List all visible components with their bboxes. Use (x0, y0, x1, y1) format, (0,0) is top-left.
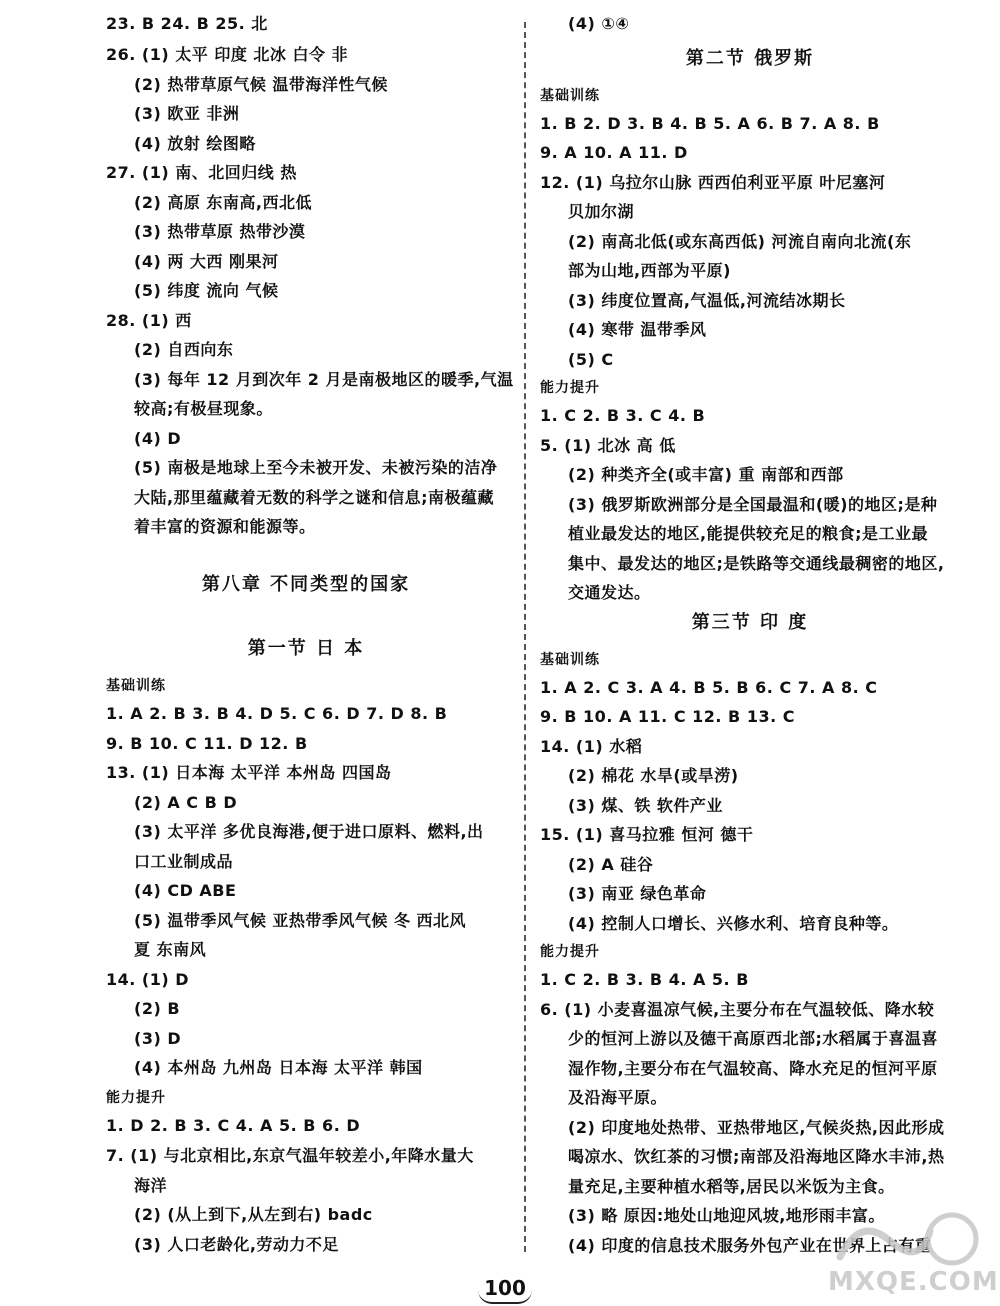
answer-line: (3) 煤、铁 软件产业 (568, 796, 723, 815)
subsection-heading: 基础训练 (540, 88, 600, 104)
answer-line: (2) 种类齐全(或丰富) 重 南部和西部 (568, 465, 844, 484)
answer-line: 贝加尔湖 (568, 202, 635, 221)
answer-line: 部为山地,西部为平原) (568, 261, 731, 280)
column-divider (524, 22, 526, 1252)
answer-line: 湿作物,主要分布在气温较高、降水充足的恒河平原 (568, 1059, 938, 1078)
answer-line: (2) 自西向东 (134, 340, 234, 359)
answer-line: (5) 南极是地球上至今未被开发、未被污染的洁净 (134, 458, 498, 477)
answer-line: 23. B 24. B 25. 北 (106, 14, 268, 33)
answer-line: 13. (1) 日本海 太平洋 本州岛 四国岛 (106, 763, 392, 782)
watermark-site: MXQE.COM (828, 1267, 999, 1297)
answer-line: 12. (1) 乌拉尔山脉 西西伯利亚平原 叶尼塞河 (540, 173, 886, 192)
section-heading: 第三节 印 度 (691, 612, 809, 633)
section-heading: 第一节 日 本 (247, 638, 365, 659)
answer-line: 6. (1) 小麦喜温凉气候,主要分布在气温较低、降水较 (540, 1000, 935, 1019)
answer-line: 较高;有极昼现象。 (134, 399, 273, 418)
answer-line: 1. C 2. B 3. B 4. A 5. B (540, 970, 749, 989)
answer-line: (4) 放射 绘图略 (134, 134, 256, 153)
answer-line: (2) A 硅谷 (568, 855, 654, 874)
answer-line: (3) 略 原因:地处山地迎风坡,地形雨丰富。 (568, 1206, 885, 1225)
answer-line: (2) 棉花 水旱(或旱涝) (568, 766, 739, 785)
answer-line: 14. (1) 水稻 (540, 737, 643, 756)
answer-line: 着丰富的资源和能源等。 (134, 517, 316, 536)
subsection-heading: 能力提升 (106, 1090, 166, 1106)
answer-line: 1. C 2. B 3. C 4. B (540, 406, 706, 425)
answer-line: (2) 南高北低(或东高西低) 河流自南向北流(东 (568, 232, 912, 251)
answer-line: 26. (1) 太平 印度 北冰 白令 非 (106, 45, 349, 64)
answer-line: 量充足,主要种植水稻等,居民以米饭为主食。 (568, 1177, 895, 1196)
answer-line: 9. B 10. C 11. D 12. B (106, 734, 308, 753)
answer-line: (2) 高原 东南高,西北低 (134, 193, 312, 212)
answer-line: (3) 欧亚 非洲 (134, 104, 240, 123)
answer-line: 喝凉水、饮红茶的习惯;南部及沿海地区降水丰沛,热 (568, 1147, 945, 1166)
answer-line: 27. (1) 南、北回归线 热 (106, 163, 297, 182)
answer-line: (4) 寒带 温带季风 (568, 320, 707, 339)
answer-line: (2) (从上到下,从左到右) badc (134, 1205, 373, 1224)
answer-line: (5) 温带季风气候 亚热带季风气候 冬 西北风 (134, 911, 467, 930)
answer-line: (4) CD ABE (134, 881, 237, 900)
subsection-heading: 能力提升 (540, 380, 600, 396)
answer-line: (4) 印度的信息技术服务外包产业在世界上占有重 (568, 1236, 932, 1255)
answer-line: 9. B 10. A 11. C 12. B 13. C (540, 707, 795, 726)
answer-line: 夏 东南风 (134, 940, 207, 959)
answer-line: (4) 两 大西 刚果河 (134, 252, 279, 271)
subsection-heading: 基础训练 (106, 678, 166, 694)
answer-line: (2) 热带草原气候 温带海洋性气候 (134, 75, 388, 94)
section-heading: 第八章 不同类型的国家 (201, 574, 411, 595)
answer-line: (4) D (134, 429, 182, 448)
page-number: 100 (478, 1274, 532, 1304)
answer-line: 口工业制成品 (134, 852, 234, 871)
answer-line: 7. (1) 与北京相比,东京气温年较差小,年降水量大 (106, 1146, 474, 1165)
answer-line: 1. D 2. B 3. C 4. A 5. B 6. D (106, 1116, 361, 1135)
answer-line: (3) 太平洋 多优良海港,便于进口原料、燃料,出 (134, 822, 484, 841)
answer-line: 大陆,那里蕴藏着无数的科学之谜和信息;南极蕴藏 (134, 488, 494, 507)
answer-line: 5. (1) 北冰 高 低 (540, 436, 676, 455)
answer-line: 28. (1) 西 (106, 311, 192, 330)
answer-line: 9. A 10. A 11. D (540, 143, 688, 162)
answer-line: 1. B 2. D 3. B 4. B 5. A 6. B 7. A 8. B (540, 114, 880, 133)
answer-line: (4) 控制人口增长、兴修水利、培育良种等。 (568, 914, 899, 933)
answer-line: 植业最发达的地区,能提供较充足的粮食;是工业最 (568, 524, 928, 543)
answer-line: 集中、最发达的地区;是铁路等交通线最稠密的地区, (568, 554, 945, 573)
answer-line: (3) 南亚 绿色革命 (568, 884, 707, 903)
section-heading: 第二节 俄罗斯 (685, 48, 815, 69)
subsection-heading: 基础训练 (540, 652, 600, 668)
answer-line: (3) 纬度位置高,气温低,河流结冰期长 (568, 291, 846, 310)
answer-line: 1. A 2. C 3. A 4. B 5. B 6. C 7. A 8. C (540, 678, 878, 697)
watermark-logo (820, 1205, 999, 1300)
answer-line: (4) ①④ (568, 14, 630, 33)
answer-line: (3) D (134, 1029, 182, 1048)
answer-line: (5) 纬度 流向 气候 (134, 281, 279, 300)
answer-line: (3) 每年 12 月到次年 2 月是南极地区的暖季,气温 (134, 370, 514, 389)
watermark-mark-icon (830, 1211, 980, 1267)
subsection-heading: 能力提升 (540, 944, 600, 960)
answer-line: (2) 印度地处热带、亚热带地区,气候炎热,因此形成 (568, 1118, 945, 1137)
answer-line: 海洋 (134, 1176, 168, 1195)
answer-line: (4) 本州岛 九州岛 日本海 太平洋 韩国 (134, 1058, 423, 1077)
answer-line: (2) B (134, 999, 181, 1018)
answer-line: 少的恒河上游以及德干高原西北部;水稻属于喜温喜 (568, 1029, 938, 1048)
answer-line: 14. (1) D (106, 970, 190, 989)
answer-line: (3) 热带草原 热带沙漠 (134, 222, 306, 241)
answer-line: 交通发达。 (568, 583, 651, 602)
answer-line: 及沿海平原。 (568, 1088, 668, 1107)
answer-line: (3) 俄罗斯欧洲部分是全国最温和(暖)的地区;是种 (568, 495, 938, 514)
answer-line: 1. A 2. B 3. B 4. D 5. C 6. D 7. D 8. B (106, 704, 448, 723)
answer-line: (2) A C B D (134, 793, 238, 812)
answer-line: (5) C (568, 350, 614, 369)
answer-line: (3) 人口老龄化,劳动力不足 (134, 1235, 339, 1254)
answer-line: 15. (1) 喜马拉雅 恒河 德干 (540, 825, 754, 844)
